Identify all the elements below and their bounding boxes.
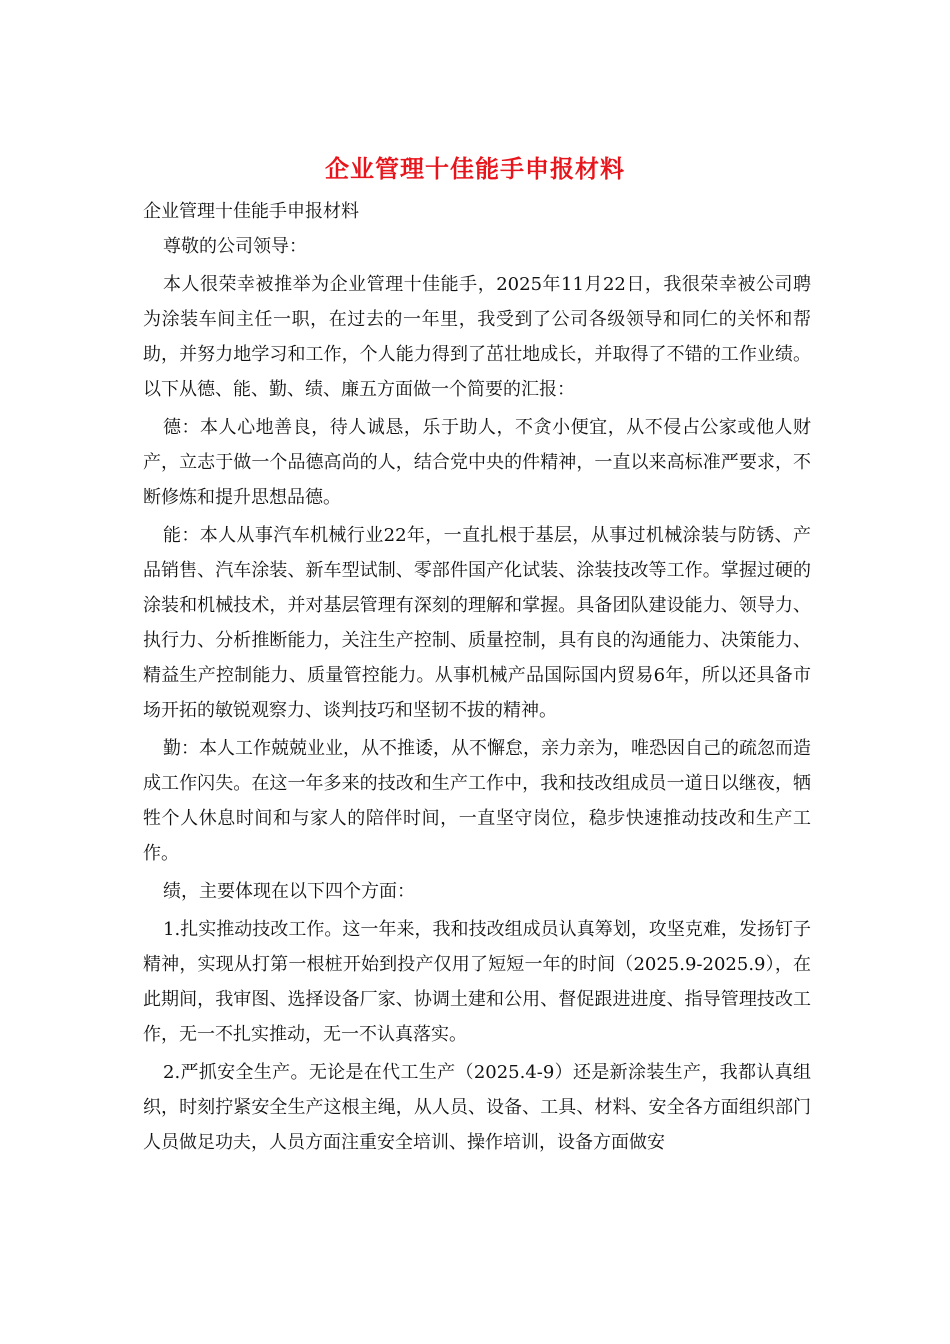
paragraph-diligence: 勤：本人工作兢兢业业，从不推诿，从不懈怠，亲力亲为，唯恐因自己的疏忽而造成工作闪失。在这一年多来的技改和生产工作中，我和技改组成员一道日以继夜，牺牲个人休息时间和与家人的陪伴时间，一直坚守岗位，稳步快速推动技改和生产工作。 — [143, 738, 811, 864]
paragraph-virtue: 德：本人心地善良，待人诚恳，乐于助人，不贪小便宜，从不侵占公家或他人财产，立志于做一个品德高尚的人，结合党中央的件精神，一直以来高标准严要求，不断修炼和提升思想品德。 — [143, 417, 811, 508]
document-subtitle: 企业管理十佳能手申报材料 — [143, 201, 359, 222]
paragraph-salutation: 尊敬的公司领导： — [163, 236, 307, 257]
paragraph-ability: 能：本人从事汽车机械行业22年，一直扎根于基层，从事过机械涂装与防锈、产品销售、汽车涂装、新车型试制、零部件国产化试装、涂装技改等工作。掌握过硬的涂装和机械技术，并对基层管理有深刻的理解和掌握。具备团队建设能力、领导力、执行力、分析推断能力，关注生产控制、质量控制，具有良的沟通能力、决策能力、精益生产控制能力、质量管控能力。从事机械产品国际国内贸易6年，所以还具备市场开拓的敏锐观察力、谈判技巧和坚韧不拔的精神。 — [143, 525, 811, 721]
paragraph-achievement-heading: 绩，主要体现在以下四个方面： — [163, 881, 415, 902]
document-body — [143, 194, 811, 1163]
paragraph-achievement-2: 2.严抓安全生产。无论是在代工生产（2025.4-9）还是新涂装生产，我都认真组织，时刻拧紧安全生产这根主绳，从人员、设备、工具、材料、安全各方面组织部门人员做足功夫，人员方面注重安全培训、操作培训，设备方面做安 — [143, 1062, 811, 1153]
paragraph-intro: 本人很荣幸被推举为企业管理十佳能手，2025年11月22日，我很荣幸被公司聘为涂装车间主任一职，在过去的一年里，我受到了公司各级领导和同仁的关怀和帮助，并努力地学习和工作，个人能力得到了茁壮地成长，并取得了不错的工作业绩。以下从德、能、勤、绩、廉五方面做一个简要的汇报： — [143, 274, 811, 400]
document-title: 企业管理十佳能手申报材料 — [325, 154, 625, 183]
paragraph-achievement-1: 1.扎实推动技改工作。这一年来，我和技改组成员认真筹划，攻坚克难，发扬钉子精神，实现从打第一根桩开始到投产仅用了短短一年的时间（2025.9-2025.9），在此期间，我审图、选择设备厂家、协调土建和公用、督促跟进进度、指导管理技改工作，无一不扎实推动，无一不认真落实。 — [143, 919, 811, 1045]
